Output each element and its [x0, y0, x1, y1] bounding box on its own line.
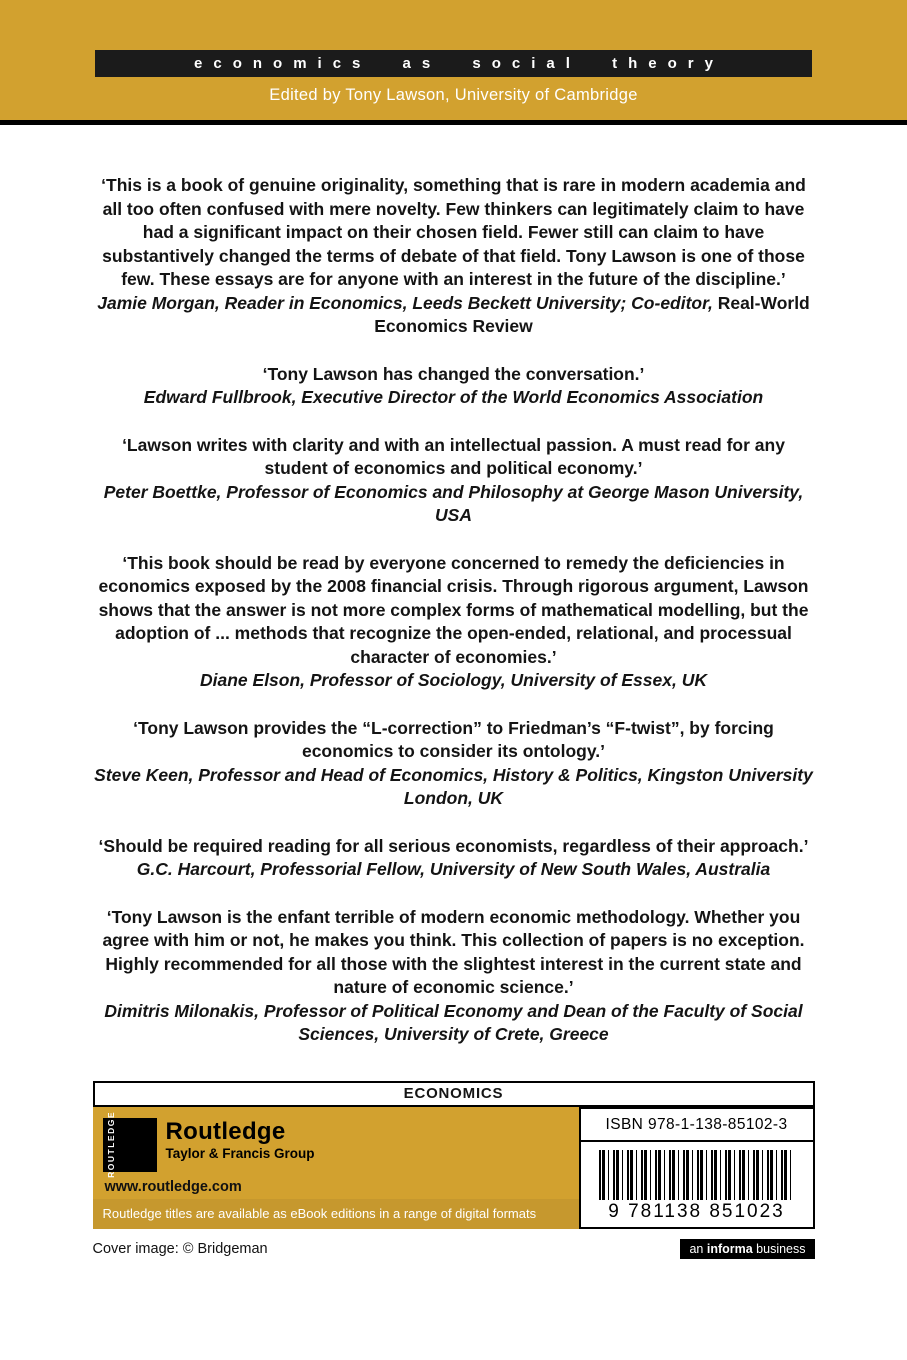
- series-title: economics as social theory: [194, 55, 724, 72]
- quote-text: ‘Should be required reading for all serious economists, regardless of their approach.’: [98, 835, 809, 856]
- quote-text: ‘Lawson writes with clarity and with an intellectual passion. A must read for any student of economics and political economy.’: [122, 434, 785, 478]
- category-label: ECONOMICS: [93, 1081, 815, 1107]
- cover-image-credit: Cover image: © Bridgeman: [92, 1240, 268, 1257]
- series-title-bar: [95, 50, 812, 77]
- quote: [93, 835, 815, 882]
- quote-attribution-italic: Jamie Morgan, Reader in Economics, Leeds Beckett University; Co-editor,: [97, 292, 713, 313]
- routledge-logo-icon: [103, 1111, 157, 1178]
- series-banner: [0, 0, 907, 125]
- quote-attribution: Dimitris Milonakis, Professor of Political Economy and Dean of the Faculty of Social Sciences, University of Crete, Greece: [104, 1000, 803, 1044]
- quote: [93, 552, 815, 693]
- publisher-website: www.routledge.com: [104, 1178, 242, 1195]
- quote-attribution: Edward Fullbrook, Executive Director of the World Economics Association: [143, 387, 764, 407]
- routledge-panel: [93, 1107, 579, 1229]
- quote-text: ‘Tony Lawson is the enfant terrible of modern economic methodology. Whether you agree with him or not, he makes you think. This collection of papers is no exception. Highly recommended for all those with the slightest interest in the current state and nature of economic science.’: [102, 906, 805, 997]
- informa-suffix: business: [752, 1241, 806, 1256]
- ebook-note-strip: Routledge titles are available as eBook editions in a range of digital formats: [93, 1199, 579, 1229]
- isbn-divider: [581, 1140, 813, 1142]
- informa-bold: informa: [706, 1241, 753, 1256]
- barcode-digits: 9 781138 851023: [608, 1200, 785, 1222]
- routledge-logo-row: [93, 1107, 579, 1178]
- quote-attribution: [93, 292, 815, 339]
- publisher-box: [93, 1081, 815, 1229]
- publisher-footer: [0, 1081, 907, 1259]
- quote: [93, 434, 815, 528]
- quote-attribution: Diane Elson, Professor of Sociology, University of Essex, UK: [200, 670, 707, 690]
- edited-by-line: Edited by Tony Lawson, University of Cambridge: [269, 86, 638, 104]
- publisher-row: [93, 1107, 815, 1229]
- publisher-group: Taylor & Francis Group: [165, 1145, 315, 1161]
- quote-attribution: Steve Keen, Professor and Head of Economics, History & Politics, Kingston University London, UK: [94, 764, 813, 808]
- bottom-credit-row: [93, 1239, 815, 1259]
- barcode-icon: [599, 1150, 795, 1200]
- informa-prefix: an: [689, 1241, 707, 1256]
- quote-text: ‘Tony Lawson provides the “L-correction” to Friedman’s “F-twist”, by forcing economics to consider its ontology.’: [133, 717, 774, 761]
- isbn-barcode-box: [579, 1107, 815, 1229]
- informa-badge: [680, 1239, 814, 1259]
- quote-attribution: G.C. Harcourt, Professorial Fellow, University of New South Wales, Australia: [136, 859, 771, 879]
- quote: [93, 363, 815, 410]
- publisher-names: [166, 1118, 315, 1161]
- endorsement-quotes: [93, 125, 815, 1047]
- isbn-label: ISBN 978-1-138-85102-3: [605, 1115, 788, 1133]
- quote: [93, 174, 815, 339]
- quote: [93, 906, 815, 1047]
- quote-attribution-roman: Real-World Economics Review: [374, 292, 810, 336]
- quote-attribution: Peter Boettke, Professor of Economics and Philosophy at George Mason University, USA: [103, 481, 804, 525]
- quote: [93, 717, 815, 811]
- quote-text: ‘This is a book of genuine originality, something that is rare in modern academia and all too often confused with mere novelty. Few thinkers can legitimately claim to have had a significant impact on their chosen field. Fewer still can claim to have substantively changed the terms of debate of that field. Tony Lawson is one of those few. These essays are for anyone with an interest in the future of the discipline.’: [101, 175, 806, 289]
- routledge-logo-vertical-text: ROUTLEDGE: [105, 1111, 116, 1178]
- quote-text: ‘Tony Lawson has changed the conversation.’: [262, 363, 645, 384]
- quote-text: ‘This book should be read by everyone concerned to remedy the deficiencies in economics exposed by the 2008 financial crisis. Through rigorous argument, Lawson shows that the answer is not more complex forms of mathematical modelling, but the adoption of ... methods that recognize the open-ended, relational, and processual character of economies.’: [98, 552, 809, 667]
- publisher-name: Routledge: [165, 1117, 286, 1145]
